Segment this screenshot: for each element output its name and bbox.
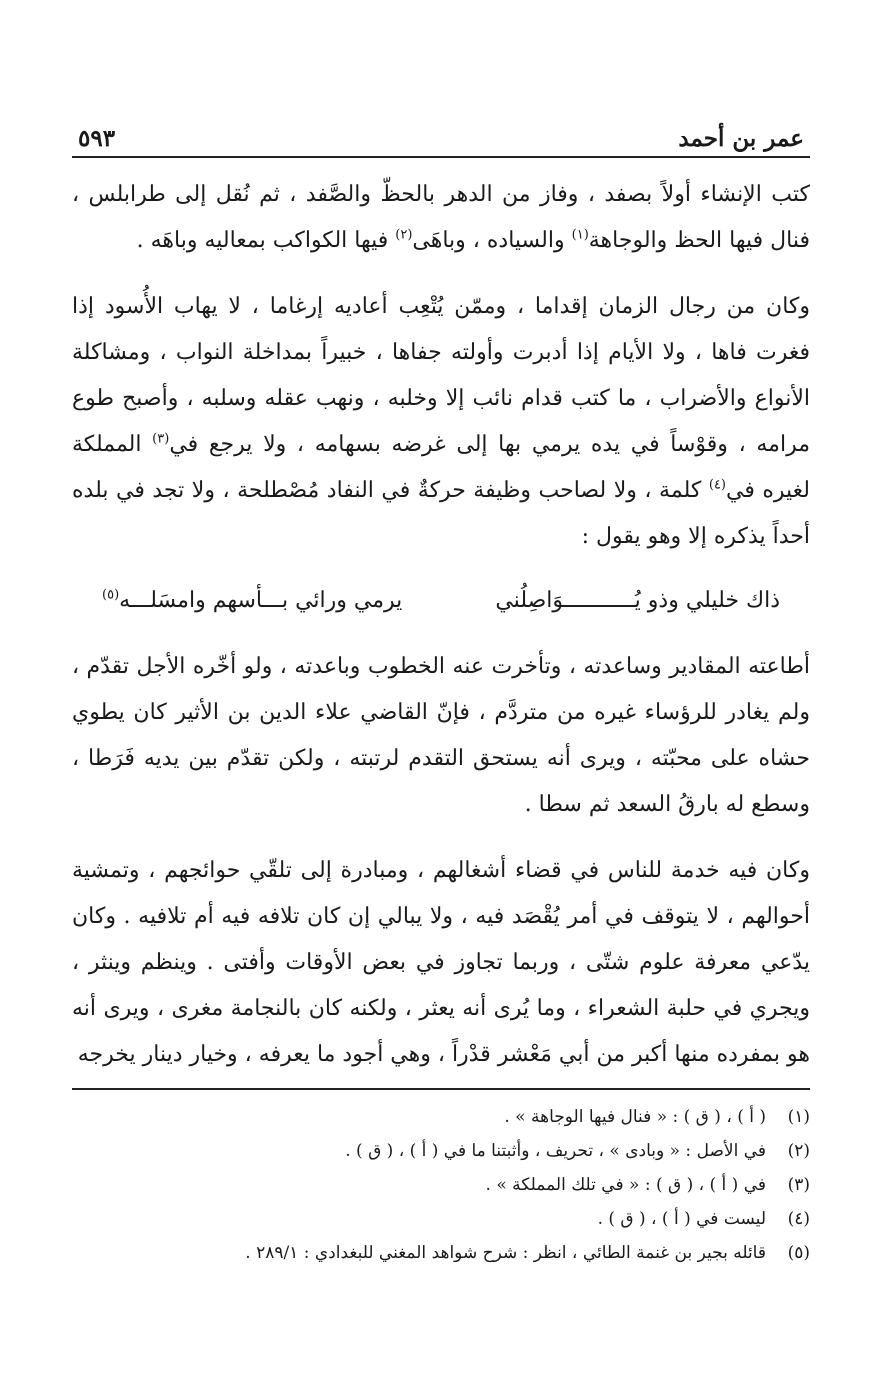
footnote (72, 1202, 810, 1236)
footnote-number: (٥) (787, 1243, 810, 1263)
poetry-verse (102, 578, 780, 624)
footnote (72, 1236, 810, 1270)
footnote-number: (٤) (787, 1209, 810, 1229)
footnote-text: ( أ ) ، ( ق ) : « فنال فيها الوجاهة » . (504, 1107, 766, 1127)
footnote-number: (٣) (787, 1175, 810, 1195)
footnote-ref-2: (٢) (395, 227, 413, 243)
page-number: ٥٩٣ (78, 125, 116, 152)
footnote-number: (١) (787, 1107, 810, 1127)
paragraph-4: وكان فيه خدمة للناس في قضاء أشغالهم ، ومبادرة إلى تلقّي حوائجهم ، وتمشية أحوالهم ، لا يتوقف في أمر يُقْصَد فيه ، ولا يبالي إن كان تلافه فيه أم تلافيه . وكان يدّعي معرفة علوم شتّى ، وربما تجاوز في بعض الأوقات وأفتى . وينظم وينثر ، ويجري في حلبة الشعراء ، وما يُرى أنه يعثر ، ولكنه كان بالنجامة مغرى ، ويرى أنه هو بمفرده منها أكبر من أبي مَعْشر قدْراً ، وهي أجود ما يعرفه ، وخيار دينار يخرجه (72, 858, 810, 1067)
footnote-text: في الأصل : « وبادى » ، تحريف ، وأثبتنا ما في ( أ ) ، ( ق ) . (345, 1141, 766, 1161)
paragraph-1: كتب الإنشاء أولاً بصفد ، وفاز من الدهر بالحظّ والصَّفد ، ثم نُقل إلى طرابلس ، فنال فيها الحظ والوجاهة$^{(١)}$ والسياده ، وباهَى$^{(٢)}$ فيها الكواكب بمعاليه وباهَه . (72, 182, 810, 253)
paragraph-2: وكان من رجال الزمان إقداما ، وممّن يُتْعِب أعاديه إرغاما ، لا يهاب الأُسود إذا فغرت فاها ، ولا الأيام إذا أدبرت وأولته جفاها ، خبيراً بمداخلة النواب ، ومشاكلة الأنواع والأضراب ، ما كتب قدام نائب إلا وخلبه ، ونهب عقله وسلبه ، وأصبح طوع مرامه ، وقوْساً في يده يرمي بها إلى غرضه بسهامه ، ولا يرجع في$^{(٣)}$ المملكة لغيره في$^{(٤)}$ كلمة ، ولا لصاحب وظيفة حركةٌ في النفاد مُصْطلحة ، ولا تجد في بلده أحداً يذكره إلا وهو يقول : (72, 294, 810, 549)
page-header (72, 118, 810, 158)
footnote (72, 1168, 810, 1202)
footnote-text: في ( أ ) ، ( ق ) : « في تلك المملكة » . (485, 1175, 766, 1195)
book-page (72, 118, 810, 1270)
footnotes (72, 1088, 810, 1270)
footnote-ref-4: (٤) (708, 477, 726, 493)
footnote-ref-3: (٣) (152, 431, 170, 447)
running-title: عمر بن أحمد (678, 125, 804, 152)
footnote-ref-1: (١) (571, 227, 589, 243)
footnote-ref-5: (٥) (102, 587, 120, 603)
footnote-number: (٢) (787, 1141, 810, 1161)
footnote-text: ليست في ( أ ) ، ( ق ) . (597, 1209, 766, 1229)
paragraph-3: أطاعته المقادير وساعدته ، وتأخرت عنه الخطوب وباعدته ، ولو أخّره الأجل تقدّم ، ولم يغادر للرؤساء غيره من متردَّم ، فإنّ القاضي علاء الدين بن الأثير كان يطوي حشاه على محبّته ، ويرى أنه يستحق التقدم لرتبته ، ولكن تقدّم بين يديه فَرَطا ، وسطع له بارقُ السعد ثم سطا . (72, 654, 810, 817)
verse-hemistich-2: يرمي ورائي بـــأسهم وامسَلـــه$^{(٥)}$ (102, 587, 403, 613)
footnote (72, 1134, 810, 1168)
verse-hemistich-1: ذاك خليلي وذو يُـــــــــــوَاصِلُني (495, 588, 780, 613)
footnote-text: قائله بجير بن غنمة الطائي ، انظر : شرح شواهد المغني للبغدادي : ٢٨٩/١ . (245, 1243, 766, 1263)
footnote (72, 1100, 810, 1134)
